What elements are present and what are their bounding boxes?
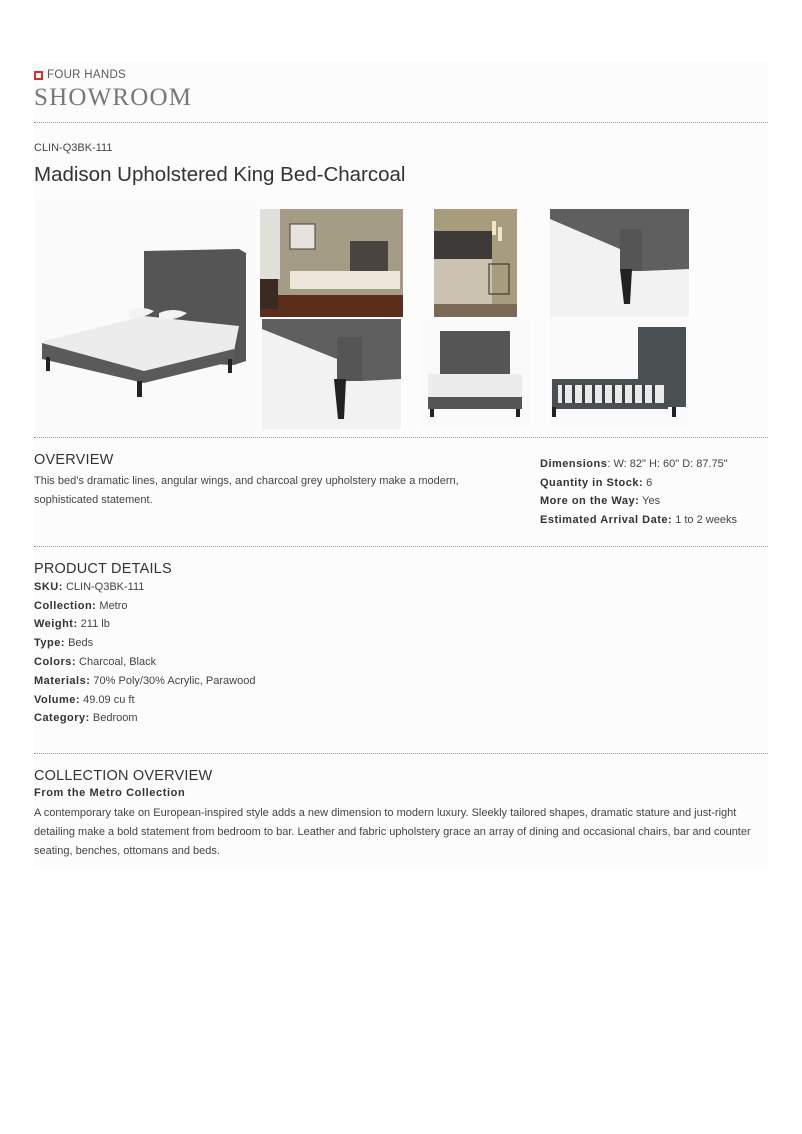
brand-name: FOUR HANDS [47,69,127,81]
detail-row [34,672,768,691]
side-frame-image [550,319,689,429]
image-gallery [34,201,768,437]
detail-label: Colors: [34,655,76,668]
bedroom-closeup-image [434,209,517,317]
detail-row [34,634,768,653]
quantity-label: Quantity in Stock: [540,476,644,489]
detail-row [34,653,768,672]
detail-label: SKU: [34,580,63,593]
spec-sheet-page [34,62,768,867]
detail-row [34,615,768,634]
collection-subheading: From the Metro Collection [34,786,186,799]
dimensions-label: Dimensions [540,457,608,470]
collection-section [34,754,768,867]
detail-value: Charcoal, Black [76,655,157,668]
leg-detail-image-1 [550,209,689,317]
detail-label: Category: [34,712,90,725]
arrival-label: Estimated Arrival Date: [540,514,673,527]
main-product-image [34,201,256,433]
detail-value: 211 lb [77,618,110,631]
detail-row [34,578,768,597]
bedroom-scene-image [260,209,403,317]
overview-heading: OVERVIEW [34,451,114,468]
detail-row [34,709,768,728]
front-view-image [420,319,530,429]
red-square-logo-icon [34,71,43,80]
detail-value: 49.09 cu ft [80,693,135,706]
detail-label: Volume: [34,693,81,706]
product-sku: CLIN-Q3BK-111 [34,142,113,154]
detail-row [34,691,768,710]
more-on-way-row [540,492,768,511]
product-details-section [34,547,768,753]
divider [34,122,768,123]
more-on-way-value: Yes [639,495,661,508]
details-heading: PRODUCT DETAILS [34,560,172,577]
detail-row [34,597,768,616]
overview-text: This bed’s dramatic lines, angular wings, and charcoal grey upholstery make a modern, sophisticated statement. [34,474,459,506]
brand-title: SHOWROOM [34,84,193,111]
detail-label: Type: [34,637,66,650]
detail-label: Weight: [34,618,78,631]
detail-value: CLIN-Q3BK-111 [62,580,145,593]
detail-value: 70% Poly/30% Acrylic, Parawood [90,674,256,687]
product-title: Madison Upholstered King Bed-Charcoal [34,163,406,186]
detail-label: Materials: [34,674,91,687]
collection-heading: COLLECTION OVERVIEW [34,767,213,784]
quantity-value: 6 [643,476,653,489]
header [34,62,768,122]
dimensions-value: : W: 82" H: 60" D: 87.75" [607,457,728,470]
collection-text: A contemporary take on European-inspired style adds a new dimension to modern luxury. Sleekly tailored shapes, dramatic stature and just-right detailing make a bold statement from bedroom to bar. Leather and fabric upholstery grace an array of dining and occasional chairs, bar and counter seating, benches, ottomans and beds. [34,806,751,857]
arrival-value: 1 to 2 weeks [672,514,737,527]
quantity-row [540,474,768,493]
arrival-row [540,511,768,530]
more-on-way-label: More on the Way: [540,495,640,508]
dimensions-row [540,455,768,474]
brand-logo [34,69,126,81]
detail-value: Beds [65,637,94,650]
detail-value: Bedroom [89,712,138,725]
overview-section [34,438,768,546]
leg-detail-image-2 [262,319,401,429]
stock-info [540,452,768,546]
details-list [34,578,768,728]
detail-value: Metro [96,599,128,612]
detail-label: Collection: [34,599,97,612]
